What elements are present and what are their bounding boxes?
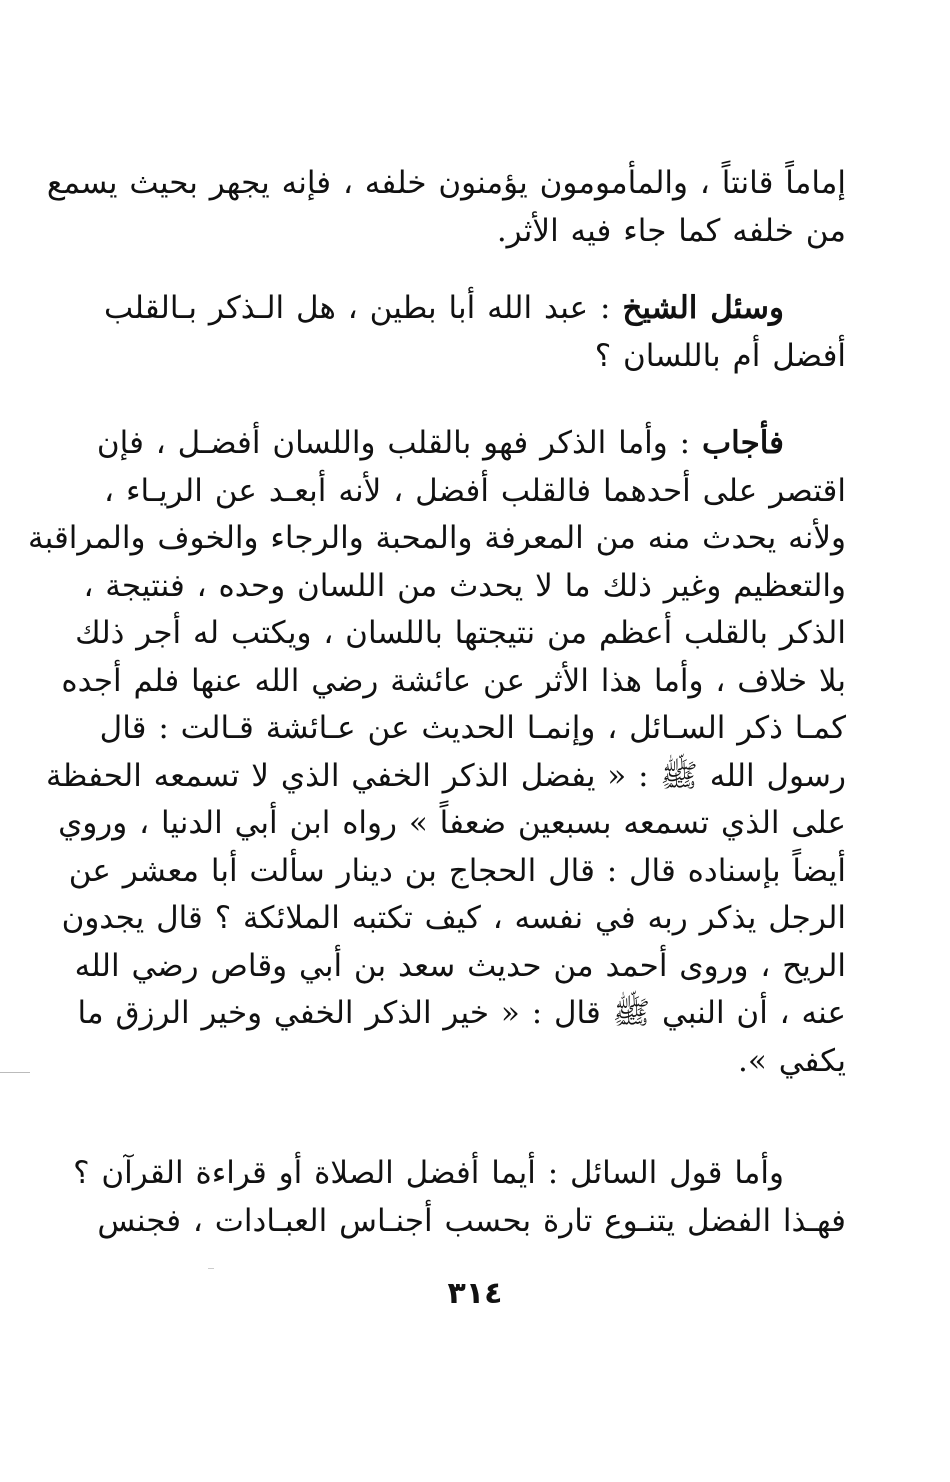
text-line: رسول الله ﷺ : « يفضل الذكر الخفي الذي لا تسمعه الحفظة	[46, 757, 846, 794]
text-line: بلا خلاف ، وأما هذا الأثر عن عائشة رضي الله عنها فلم أجده	[61, 662, 846, 699]
paragraph-followup	[73, 1150, 846, 1245]
text-line: الريح ، وروى أحمد من حديث سعد بن أبي وقاص رضي الله	[74, 947, 846, 984]
text-line: وأما قول السائل : أيما أفضل الصلاة أو قراءة القرآن ؟	[73, 1155, 784, 1191]
text-line: والتعظيم وغير ذلك ما لا يحدث من اللسان وحده ، فنتيجة ،	[83, 567, 846, 604]
question-lead: وسئل الشيخ	[622, 290, 784, 326]
text-line: إماماً قانتاً ، والمأمومون يؤمنون خلفه ، فإنه يجهر بحيث يسمع	[46, 165, 846, 201]
paragraph-answer	[28, 420, 846, 1085]
scan-speck	[208, 1268, 214, 1269]
question-text: : عبد الله أبا بطين ، هل الـذكر بـالقلب	[104, 290, 623, 326]
text-line: فهـذا الفضل يتنـوع تارة بحسب أجنـاس العبـادات ، فجنس	[97, 1202, 846, 1239]
text-line: الرجل يذكر ربه في نفسه ، كيف تكتبه الملائكة ؟ قال يجدون	[61, 900, 846, 936]
text-line: أيضاً بإسناده قال : قال الحجاج بن دينار سألت أبا معشر عن	[68, 852, 846, 889]
page-number: ٣١٤	[447, 1276, 503, 1311]
margin-mark	[0, 1072, 30, 1073]
text-line: عنه ، أن النبي ﷺ قال : « خير الذكر الخفي وخير الرزق ما	[77, 995, 846, 1031]
text-line: من خلفه كما جاء فيه الأثر.	[496, 212, 846, 249]
text-line	[96, 420, 846, 468]
text-line	[104, 285, 846, 333]
answer-text: : وأما الذكر فهو بالقلب واللسان أفضـل ، فإن	[96, 425, 702, 461]
text-line: أفضل أم باللسان ؟	[594, 337, 846, 374]
paragraph-intro	[46, 160, 846, 255]
paragraph-question	[104, 285, 846, 380]
text-line: اقتصر على أحدهما فالقلب أفضل ، لأنه أبعـد عن الريـاء ،	[104, 472, 846, 509]
text-line: على الذي تسمعه بسبعين ضعفاً » رواه ابن أبي الدنيا ، وروي	[58, 805, 846, 841]
text-line: الذكر بالقلب أعظم من نتيجتها باللسان ، ويكتب له أجر ذلك	[75, 615, 846, 651]
answer-lead: فأجاب	[701, 425, 784, 461]
text-line: يكفي ».	[738, 1042, 846, 1079]
text-line: ولأنه يحدث منه من المعرفة والمحبة والرجاء والخوف والمراقبة	[28, 520, 846, 556]
text-line: كمـا ذكر السـائل ، وإنمـا الحديث عن عـائشة قـالت : قال	[99, 710, 846, 746]
